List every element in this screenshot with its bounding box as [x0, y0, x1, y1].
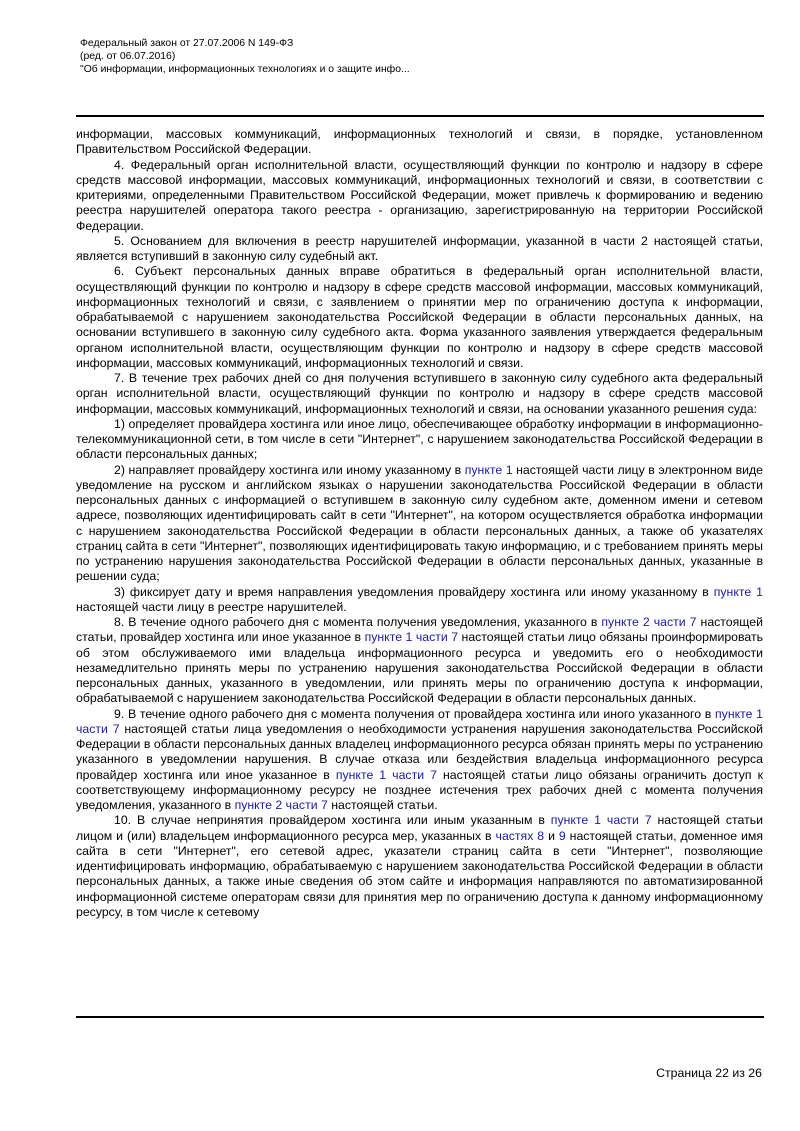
- paragraph-continued: информации, массовых коммуникаций, информационных технологий и связи, в порядке, установленном Правительством Российской Федерации.: [76, 127, 763, 157]
- paragraph-7: 7. В течение трех рабочих дней со дня получения вступившего в законную силу судебного акта федеральный орган исполнительной власти, осуществляющий функции по контролю и надзору в сфере средств массовой информации, массовых коммуникаций, информационных технологий и связи, на основании указанного решения суда:: [76, 371, 763, 416]
- link-punkt-1-chasti-7[interactable]: пункте 1 части 7: [335, 767, 437, 782]
- text-segment: настоящей статьи, провайдер хостинга или иное указанное в: [76, 615, 763, 645]
- header-law-subject: "Об информации, информационных технологиях и о защите инфо...: [80, 63, 410, 75]
- paragraph-6: 6. Субъект персональных данных вправе обратиться в федеральный орган исполнительной власти, осуществляющий функции по контролю и надзору в сфере средств массовой информации, массовых коммуникаций, информационных технологий и связи, с заявлением о принятии мер по ограничению доступа к информации, обрабатываемой с нарушением законодательства Российской Федерации в области персональных данных, на основании вступившего в законную силу судебного акта. Форма указанного заявления утверждается федеральным органом исполнительной власти, осуществляющим функции по контролю и надзору в сфере средств массовой информации, массовых коммуникаций, информационных технологий и связи.: [76, 264, 763, 370]
- text-segment: настоящей статьи лицо обязаны проинформировать об этом обслуживаемого ими владельца информационного ресурса и уведомить его о необходимости незамедлительно принять меры по устранению нарушения законодательства Российской Федерации в области персональных данных, указанного в уведомлении, или принять меры по ограничению доступа к информации, обрабатываемой с нарушением законодательства Российской Федерации в области персональных данных.: [76, 630, 763, 706]
- text-segment: настоящей статьи лица уведомления о необходимости устранения нарушения законодательства Российской Федерации в области персональных данных владелец информационного ресурса обязан принять меры по устранению указанного в уведомлении нарушения. В случае отказа или бездействия владельца информационного ресурса провайдер хостинга или иное указанное в: [76, 721, 763, 782]
- link-punkt-1[interactable]: пункте 1: [464, 462, 513, 477]
- link-punkt-1-chasti-7[interactable]: пункте 1 части 7: [76, 706, 763, 736]
- text-segment: настоящей статьи.: [327, 798, 438, 812]
- link-punkt-1-chasti-7[interactable]: пункте 1 части 7: [550, 813, 652, 828]
- document-body: [76, 127, 763, 1012]
- document-header: [80, 38, 410, 76]
- link-chast-9[interactable]: 9: [558, 828, 566, 843]
- page-number: Страница 22 из 26: [656, 1066, 762, 1080]
- paragraph-7-item-2: [76, 463, 763, 585]
- text-segment: 10. В случае непринятия провайдером хостинга или иным указанным в: [114, 813, 551, 828]
- header-law-title: Федеральный закон от 27.07.2006 N 149-ФЗ: [80, 38, 294, 49]
- text-segment: настоящей статьи лицо обязаны ограничить доступ к соответствующему информационному ресурсу не позднее истечения трех рабочих дней с момента получения уведомления, указанного в: [76, 767, 763, 812]
- header-divider: [76, 115, 764, 117]
- footer-divider: [76, 1016, 764, 1018]
- link-punkt-1[interactable]: пункте 1: [713, 584, 763, 599]
- paragraph-9: [76, 707, 763, 814]
- text-segment: настоящей части лицу в электронном виде уведомление на русском и английском языках о нарушении законодательства Российской Федерации в области персональных данных с информацией о вступившем в законную силу судебном акте, доменном имени и сетевом адресе, позволяющих идентифицировать сайт в сети "Интернет", на котором осуществляется обработка информации с нарушением законодательства Российской Федерации в области персональных данных, а также об указателях страниц сайта в сети "Интернет", позволяющих идентифицировать такую информацию, и с требованием принять меры по устранению нарушения законодательства Российской Федерации в области персональных данных, указанные в решении суда;: [76, 462, 763, 584]
- text-segment: настоящей части лицу в реестре нарушителей.: [76, 599, 347, 614]
- link-punkt-2-chasti-7[interactable]: пункте 2 части 7: [601, 615, 697, 629]
- text-segment: 9. В течение одного рабочего дня с момента получения от провайдера хостинга или иного указанного в: [114, 706, 716, 721]
- paragraph-7-item-1: 1) определяет провайдера хостинга или иное лицо, обеспечивающее обработку информации в информационно-телекоммуникационной сети, в том числе в сети "Интернет", с нарушением законодательства Российской Федерации в области персональных данных;: [76, 416, 763, 462]
- paragraph-5: 5. Основанием для включения в реестр нарушителей информации, указанной в части 2 настоящей статьи, является вступивший в законную силу судебный акт.: [76, 233, 763, 263]
- link-punkt-2-chasti-7[interactable]: пункте 2 части 7: [234, 798, 328, 812]
- text-segment: 3) фиксирует дату и время направления уведомления провайдеру хостинга или иному указанному в: [114, 584, 714, 599]
- text-segment: и: [544, 828, 559, 843]
- text-segment: 8. В течение одного рабочего дня с момента получения уведомления, указанного в: [114, 615, 602, 629]
- paragraph-7-item-3: [76, 585, 763, 616]
- link-punkt-1-chasti-7[interactable]: пункте 1 части 7: [364, 630, 459, 645]
- paragraph-10: [76, 813, 763, 920]
- text-segment: 2) направляет провайдеру хостинга или иному указанному в: [114, 462, 465, 477]
- text-segment: настоящей статьи, доменное имя сайта в сети "Интернет", его сетевой адрес, указатели страниц сайта в сети "Интернет", позволяющие идентифицировать информацию, обрабатываемую с нарушением законодательства Российской Федерации в области персональных данных, а также иные сведения об этом сайте и информация направляются по автоматизированной информационной системе операторам связи для принятия мер по ограничению доступа к данному информационному ресурсу, в том числе к сетевому: [76, 828, 763, 919]
- paragraph-4: 4. Федеральный орган исполнительной власти, осуществляющий функции по контролю и надзору в сфере средств массовой информации, массовых коммуникаций, информационных технологий и связи, в соответствии с критериями, определенными Правительством Российской Федерации, может привлечь к формированию и ведению реестра нарушителей оператора такого реестра - организацию, зарегистрированную на территории Российской Федерации.: [76, 157, 763, 233]
- text-segment: настоящей статьи лицом и (или) владельцем информационного ресурса мер, указанных в: [76, 813, 763, 843]
- paragraph-8: [76, 615, 763, 707]
- header-revision: (ред. от 06.07.2016): [80, 50, 176, 62]
- link-chastyah-8[interactable]: частях 8: [495, 828, 545, 843]
